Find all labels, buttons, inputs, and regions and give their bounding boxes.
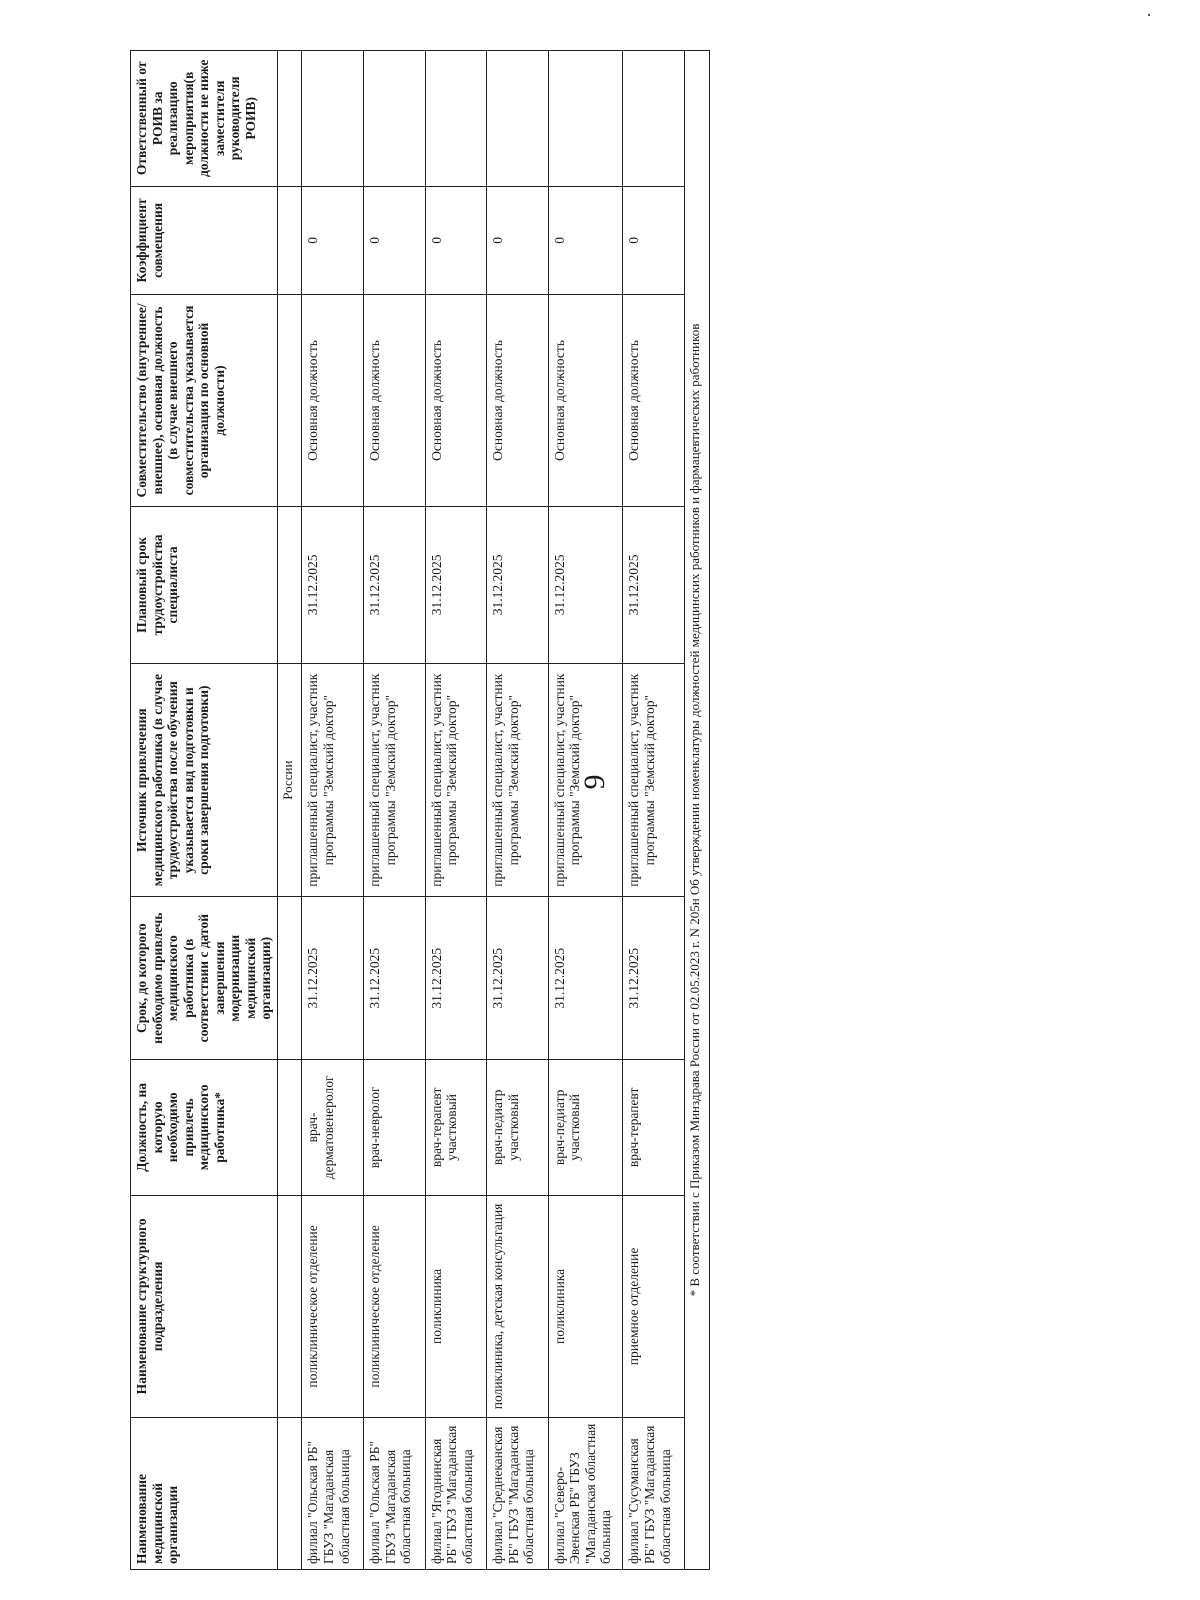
cell-combination: Основная должность: [487, 295, 549, 507]
cell-coefficient: 0: [425, 186, 487, 295]
page-number: 9: [578, 774, 611, 790]
header-responsible: Ответственный от РОИВ за реализацию мероприятия(в должности не ниже заместителя руководителя РОИВ): [131, 51, 278, 187]
table-row: [487, 51, 549, 1570]
cell-source: приглашенный специалист, участник программы "Земский доктор": [425, 664, 487, 897]
staffing-table: [130, 50, 710, 1570]
table-row: [425, 51, 487, 1570]
region-label: России: [277, 664, 302, 897]
cell-responsible: [425, 51, 487, 187]
table-row: [364, 51, 426, 1570]
header-coefficient: Коэффициент совмещения: [131, 186, 278, 295]
cell-position: врач-терапевт: [623, 1060, 685, 1196]
cell-source: приглашенный специалист, участник программы "Земский доктор": [302, 664, 364, 897]
cell-org: филиал "Ольская РБ" ГБУЗ "Магаданская областная больница: [302, 1418, 364, 1570]
cell-subdivision: поликлиника: [548, 1195, 623, 1417]
cell-coefficient: 0: [487, 186, 549, 295]
cell-responsible: [548, 51, 623, 187]
cell-coefficient: 0: [302, 186, 364, 295]
cell-org: филиал "Северо-Эвенская РБ" ГБУЗ "Магаданская областная больница: [548, 1418, 623, 1570]
scan-speck: [1148, 14, 1150, 16]
table-row: [623, 51, 685, 1570]
cell-deadline: 31.12.2025: [487, 897, 549, 1060]
cell-subdivision: поликлиническое отделение: [364, 1195, 426, 1417]
cell-deadline: 31.12.2025: [364, 897, 426, 1060]
cell-combination: Основная должность: [623, 295, 685, 507]
cell-source: приглашенный специалист, участник программы "Земский доктор": [623, 664, 685, 897]
cell-subdivision: поликлиника, детская консультация: [487, 1195, 549, 1417]
cell-subdivision: поликлиническое отделение: [302, 1195, 364, 1417]
cell-position: врач-терапевт участковый: [425, 1060, 487, 1196]
cell-org: филиал "Ольская РБ" ГБУЗ "Магаданская областная больница: [364, 1418, 426, 1570]
cell-position: врач-дерматовенеролог: [302, 1060, 364, 1196]
cell-deadline: 31.12.2025: [548, 897, 623, 1060]
cell-responsible: [487, 51, 549, 187]
cell-coefficient: 0: [548, 186, 623, 295]
cell-combination: Основная должность: [425, 295, 487, 507]
header-combination: Совместительство (внутреннее/внешнее), основная должность (в случае внешнего совместительства указывается организация по основной должности): [131, 295, 278, 507]
cell-deadline: 31.12.2025: [302, 897, 364, 1060]
footnote: * В соответствии с Приказом Минздрава России от 02.05.2023 г. N 205н Об утверждении номенклатуры должностей медицинских работников и фармацевтических работников: [685, 51, 710, 1570]
cell-planned: 31.12.2025: [302, 506, 364, 663]
cell-coefficient: 0: [364, 186, 426, 295]
cell-subdivision: поликлиника: [425, 1195, 487, 1417]
header-org-name: Наименование медицинской организации: [131, 1418, 278, 1570]
table-row: [548, 51, 623, 1570]
cell-source: приглашенный специалист, участник программы "Земский доктор": [487, 664, 549, 897]
cell-combination: Основная должность: [302, 295, 364, 507]
cell-responsible: [623, 51, 685, 187]
header-deadline: Срок, до которого необходимо привлечь медицинского работника (в соответствии с датой завершения модернизации медицинской организации): [131, 897, 278, 1060]
cell-position: врач-невролог: [364, 1060, 426, 1196]
footnote-row: [685, 51, 710, 1570]
table-row: [302, 51, 364, 1570]
cell-planned: 31.12.2025: [425, 506, 487, 663]
cell-org: филиал "Среднеканская РБ" ГБУЗ "Магаданская областная больница: [487, 1418, 549, 1570]
cell-responsible: [364, 51, 426, 187]
cell-planned: 31.12.2025: [487, 506, 549, 663]
header-subdivision: Наименование структурного подразделения: [131, 1195, 278, 1417]
header-row: [131, 51, 278, 1570]
cell-combination: Основная должность: [364, 295, 426, 507]
rotated-page: [130, 50, 710, 1570]
cell-source: приглашенный специалист, участник программы "Земский доктор": [364, 664, 426, 897]
cell-planned: 31.12.2025: [364, 506, 426, 663]
cell-planned: 31.12.2025: [548, 506, 623, 663]
cell-subdivision: приемное отделение: [623, 1195, 685, 1417]
cell-source: приглашенный специалист, участник программы "Земский доктор": [548, 664, 623, 897]
cell-org: филиал "Сусуманская РБ" ГБУЗ "Магаданская областная больница: [623, 1418, 685, 1570]
cell-planned: 31.12.2025: [623, 506, 685, 663]
cell-position: врач-педиатр участковый: [548, 1060, 623, 1196]
cell-responsible: [302, 51, 364, 187]
header-position: Должность, на которую необходимо привлечь медицинского работника*: [131, 1060, 278, 1196]
region-row: [277, 51, 302, 1570]
cell-coefficient: 0: [623, 186, 685, 295]
cell-position: врач-педиатр участковый: [487, 1060, 549, 1196]
cell-deadline: 31.12.2025: [425, 897, 487, 1060]
cell-deadline: 31.12.2025: [623, 897, 685, 1060]
cell-org: филиал "Ягоднинская РБ" ГБУЗ "Магаданская областная больница: [425, 1418, 487, 1570]
cell-combination: Основная должность: [548, 295, 623, 507]
header-source: Источник привлечения медицинского работника (в случае трудоустройства после обучения указывается вид подготовки и сроки завершения подготовки): [131, 664, 278, 897]
header-planned-date: Плановый срок трудоустройства специалиста: [131, 506, 278, 663]
